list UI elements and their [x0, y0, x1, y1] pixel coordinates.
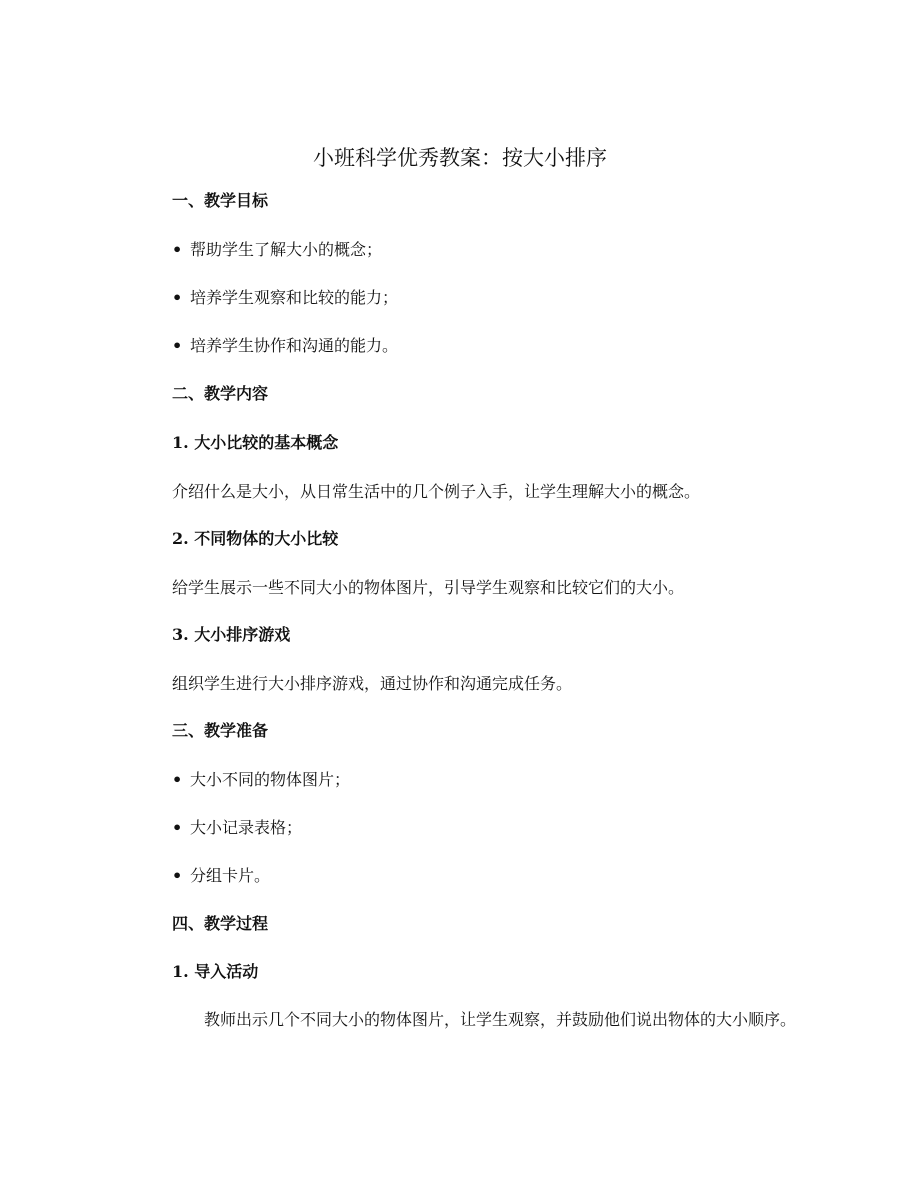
section-heading-process: 四、教学过程	[172, 914, 269, 933]
list-item-text: 大小不同的物体图片；	[190, 770, 351, 789]
paragraph: 给学生展示一些不同大小的物体图片，引导学生观察和比较它们的大小。	[172, 578, 685, 597]
bullet-icon: •	[172, 240, 183, 259]
section-heading-goals: 一、教学目标	[172, 191, 269, 210]
section-heading-content: 二、教学内容	[172, 384, 269, 403]
paragraph: 组织学生进行大小排序游戏，通过协作和沟通完成任务。	[172, 674, 573, 693]
list-item-text: 培养学生观察和比较的能力；	[190, 288, 399, 307]
list-item	[172, 815, 812, 841]
list-item	[172, 237, 812, 263]
document-title: 小班科学优秀教案：按大小排序	[313, 146, 607, 170]
paragraph: 介绍什么是大小，从日常生活中的几个例子入手，让学生理解大小的概念。	[172, 482, 701, 501]
paragraph	[172, 1005, 800, 1035]
subsection-heading: 1. 导入活动	[172, 962, 259, 981]
list-item	[172, 285, 812, 311]
list-item-text: 分组卡片。	[190, 866, 271, 885]
section-heading-prep: 三、教学准备	[172, 721, 269, 740]
bullet-icon: •	[172, 866, 183, 885]
bullet-icon: •	[172, 336, 183, 355]
list-item-text: 大小记录表格；	[190, 818, 303, 837]
subsection-heading: 3. 大小排序游戏	[172, 625, 291, 644]
list-item-text: 培养学生协作和沟通的能力。	[190, 336, 399, 355]
subsection-heading: 2. 不同物体的大小比较	[172, 529, 339, 548]
list-item-text: 帮助学生了解大小的概念；	[190, 240, 383, 259]
bullet-icon: •	[172, 770, 183, 789]
subsection-heading: 1. 大小比较的基本概念	[172, 433, 339, 452]
bullet-icon: •	[172, 818, 183, 837]
list-item	[172, 767, 812, 793]
paragraph-text: 教师出示几个不同大小的物体图片，让学生观察，并鼓励他们说出物体的大小顺序。	[204, 1010, 797, 1029]
list-item	[172, 333, 812, 359]
list-item	[172, 863, 812, 889]
bullet-icon: •	[172, 288, 183, 307]
